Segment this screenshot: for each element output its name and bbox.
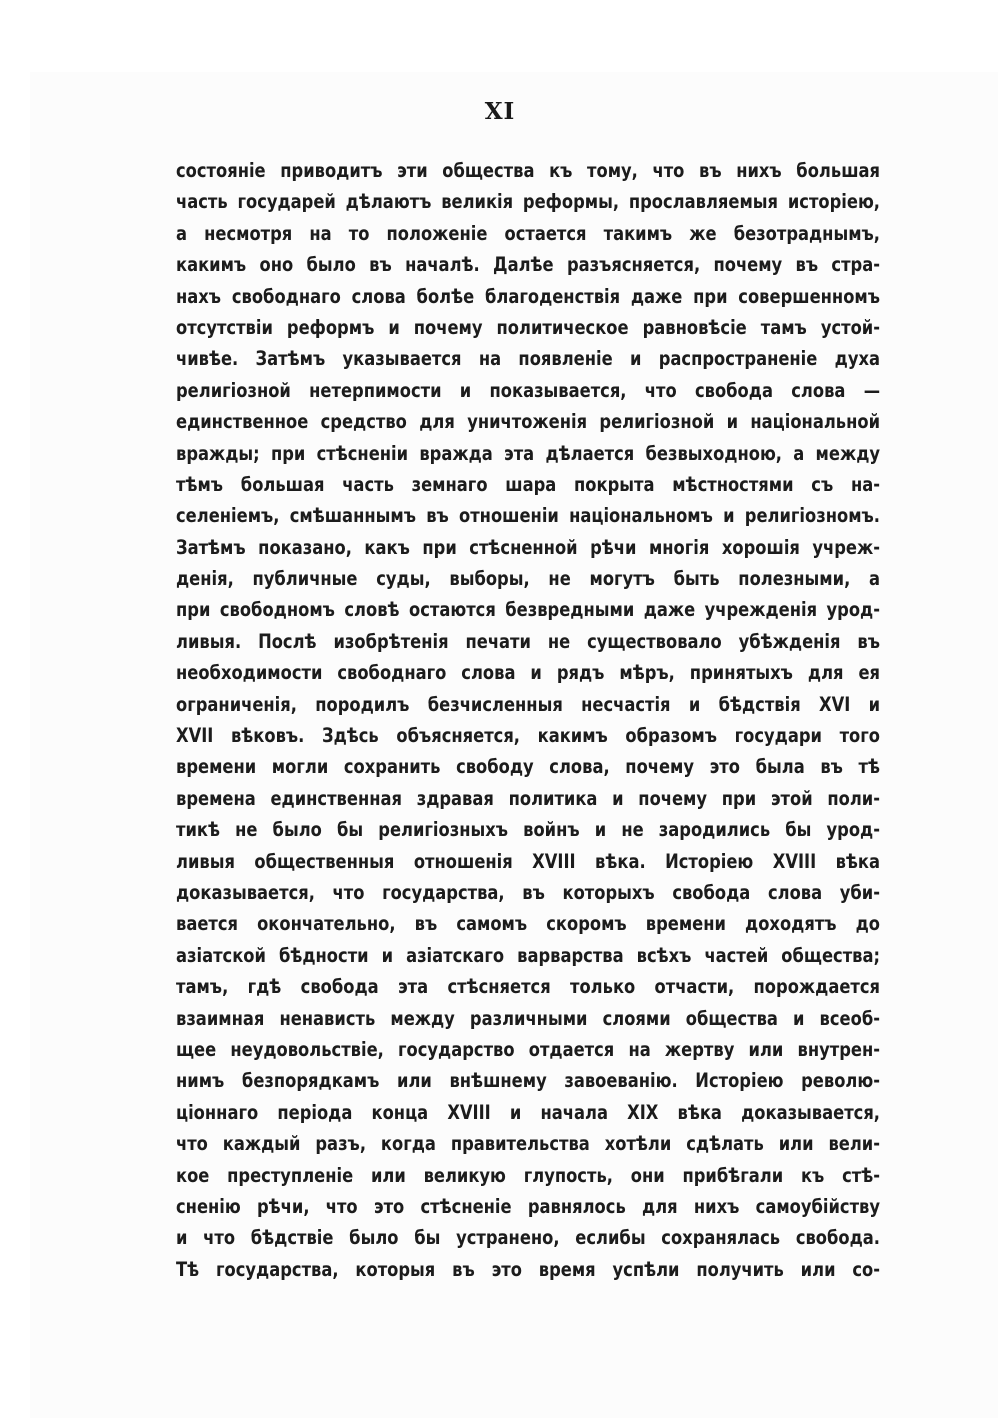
text-line: нахъ свободнаго слова болѣе благоденствія даже при совершенномъ [176,284,881,308]
text-line: времена единственная здравая политика и почему при этой поли- [176,786,881,810]
body-text [176,155,880,1285]
text-line: при свободномъ словѣ остаются безвредными даже учрежденія урод- [176,598,881,622]
text-line: сненію рѣчи, что это стѣсненіе равнялось для нихъ самоубійству [176,1194,881,1218]
text-line: что каждый разъ, когда правительства хотѣли сдѣлать или вели- [176,1132,881,1156]
text-line: отсутствіи реформъ и почему политическое равновѣсіе тамъ устой- [176,315,881,339]
text-line: тѣмъ большая часть земнаго шара покрыта мѣстностями съ на- [176,472,881,496]
text-line: а несмотря на то положеніе остается такимъ же безотраднымъ, [176,221,881,245]
text-line: ціоннаго періода конца XVIII и начала XIX вѣка доказывается, [176,1100,881,1124]
text-line: тикѣ не было бы религіозныхъ войнъ и не зародились бы урод- [176,818,881,842]
text-line: необходимости свободнаго слова и рядъ мѣръ, принятыхъ для ея [176,661,881,685]
text-line: кое преступленіе или великую глупость, они прибѣгали къ стѣ- [176,1163,881,1187]
text-line: чивѣе. Затѣмъ указывается на появленіе и распространеніе духа [176,347,881,371]
text-line: какимъ оно было въ началѣ. Далѣе разъясняется, почему въ стра- [176,253,881,277]
text-line: состояніе приводитъ эти общества къ тому, что въ нихъ большая [176,159,881,182]
text-line: денія, публичные суды, выборы, не могутъ быть полезными, а [176,567,881,591]
text-line: ограниченія, породилъ безчисленныя несчастія и бѣдствія XVI и [176,692,881,716]
text-line: ливыя общественныя отношенія XVIII вѣка. Исторіею XVIII вѣка [176,849,881,873]
text-line: щее неудовольствіе, государство отдается на жертву или внутрен- [176,1037,881,1061]
text-line: взаимная ненависть между различными слоями общества и всеоб- [176,1006,881,1030]
text-line: ливыя. Послѣ изобрѣтенія печати не существовало убѣжденія въ [176,629,881,653]
text-line: азіатской бѣдности и азіатскаго варварства всѣхъ частей общества; [176,943,881,967]
text-line: доказывается, что государства, въ которыхъ свобода слова уби- [176,880,881,904]
text-line: селеніемъ, смѣшаннымъ въ отношеніи національномъ и религіозномъ. [176,504,881,528]
page-number: XI [484,98,516,125]
text-line: и что бѣдствіе было бы устранено, еслибы сохранялась свобода. [176,1226,881,1250]
text-line: тамъ, гдѣ свобода эта стѣсняется только отчасти, порождается [176,975,881,999]
text-line: Тѣ государства, которыя въ это время успѣли получить или со- [176,1257,881,1281]
text-line: времени могли сохранить свободу слова, почему это была въ тѣ [176,755,881,779]
text-line: часть государей дѣлаютъ великія реформы, прославляемыя исторіею, [176,190,881,214]
text-line: религіозной нетерпимости и показывается, что свобода слова — [176,378,881,402]
text-line: единственное средство для уничтоженія религіозной и національной [176,410,881,434]
text-line: вается окончательно, въ самомъ скоромъ времени доходятъ до [176,912,881,936]
text-line: вражды; при стѣсненіи вражда эта дѣлается безвыходною, а между [176,441,881,465]
text-line: Затѣмъ показано, какъ при стѣсненной рѣчи многія хорошія учреж- [176,535,881,559]
text-line: XVII вѣковъ. Здѣсь объясняется, какимъ образомъ государи того [176,724,881,748]
text-line: нимъ безпорядкамъ или внѣшнему завоеванію. Исторіею револю- [176,1069,881,1093]
